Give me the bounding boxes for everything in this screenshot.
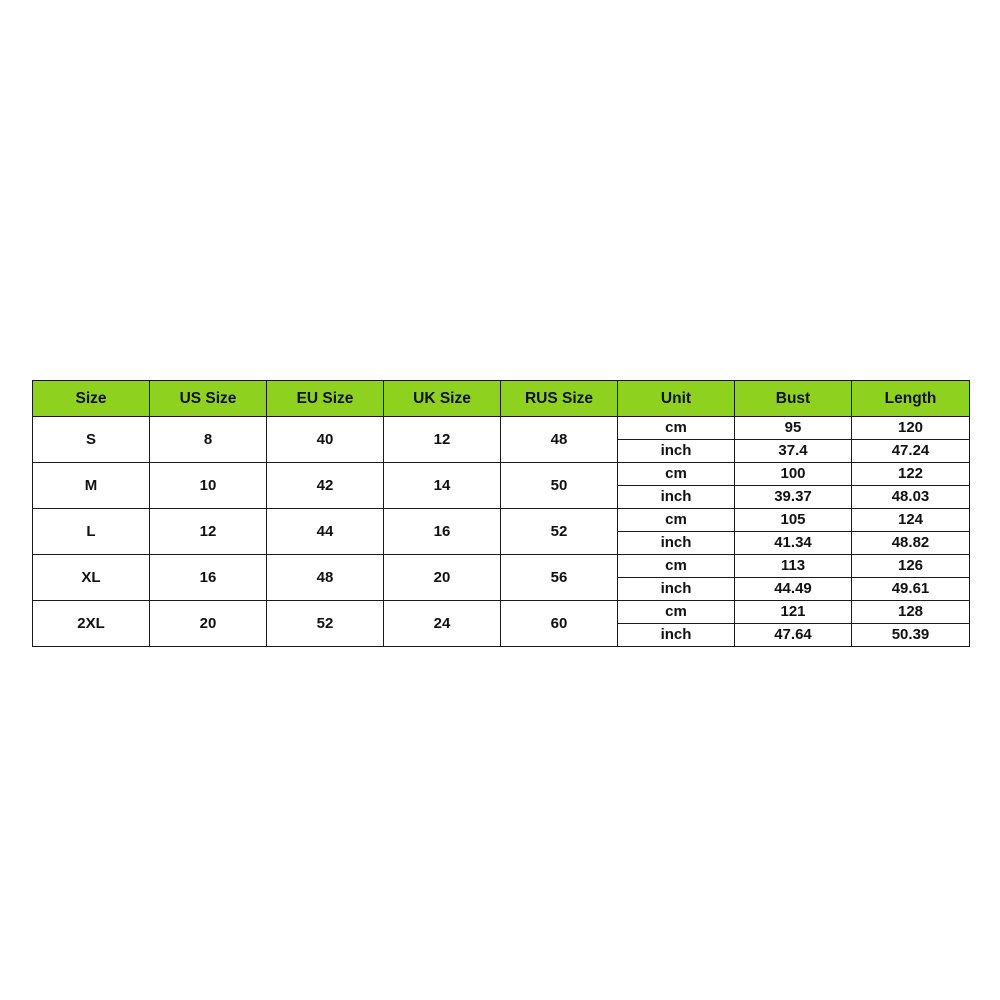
bust-cell: 95 <box>735 417 852 440</box>
uk-size-cell: 16 <box>384 509 501 555</box>
length-cell: 48.03 <box>852 486 970 509</box>
unit-cell: inch <box>618 440 735 463</box>
bust-cell: 105 <box>735 509 852 532</box>
header-unit: Unit <box>618 381 735 417</box>
table-header-row <box>33 381 970 417</box>
bust-cell: 113 <box>735 555 852 578</box>
rus-size-cell: 50 <box>501 463 618 509</box>
rus-size-cell: 52 <box>501 509 618 555</box>
unit-cell: cm <box>618 601 735 624</box>
header-us-size: US Size <box>150 381 267 417</box>
unit-cell: inch <box>618 624 735 647</box>
size-cell: S <box>33 417 150 463</box>
size-chart-table <box>32 380 970 647</box>
bust-cell: 41.34 <box>735 532 852 555</box>
table-row <box>33 463 970 486</box>
unit-cell: inch <box>618 486 735 509</box>
unit-cell: cm <box>618 417 735 440</box>
bust-cell: 47.64 <box>735 624 852 647</box>
length-cell: 124 <box>852 509 970 532</box>
uk-size-cell: 24 <box>384 601 501 647</box>
table-row <box>33 509 970 532</box>
eu-size-cell: 44 <box>267 509 384 555</box>
header-bust: Bust <box>735 381 852 417</box>
table-row <box>33 417 970 440</box>
uk-size-cell: 12 <box>384 417 501 463</box>
header-eu-size: EU Size <box>267 381 384 417</box>
us-size-cell: 20 <box>150 601 267 647</box>
rus-size-cell: 48 <box>501 417 618 463</box>
table-row <box>33 601 970 624</box>
length-cell: 47.24 <box>852 440 970 463</box>
header-length: Length <box>852 381 970 417</box>
us-size-cell: 12 <box>150 509 267 555</box>
bust-cell: 121 <box>735 601 852 624</box>
length-cell: 126 <box>852 555 970 578</box>
table-row <box>33 555 970 578</box>
size-chart <box>32 380 969 647</box>
unit-cell: cm <box>618 463 735 486</box>
header-rus-size: RUS Size <box>501 381 618 417</box>
unit-cell: cm <box>618 509 735 532</box>
uk-size-cell: 20 <box>384 555 501 601</box>
size-cell: XL <box>33 555 150 601</box>
rus-size-cell: 60 <box>501 601 618 647</box>
bust-cell: 100 <box>735 463 852 486</box>
eu-size-cell: 48 <box>267 555 384 601</box>
us-size-cell: 10 <box>150 463 267 509</box>
bust-cell: 39.37 <box>735 486 852 509</box>
bust-cell: 37.4 <box>735 440 852 463</box>
eu-size-cell: 52 <box>267 601 384 647</box>
header-size: Size <box>33 381 150 417</box>
unit-cell: inch <box>618 578 735 601</box>
length-cell: 120 <box>852 417 970 440</box>
size-cell: L <box>33 509 150 555</box>
length-cell: 128 <box>852 601 970 624</box>
length-cell: 122 <box>852 463 970 486</box>
bust-cell: 44.49 <box>735 578 852 601</box>
rus-size-cell: 56 <box>501 555 618 601</box>
length-cell: 49.61 <box>852 578 970 601</box>
length-cell: 50.39 <box>852 624 970 647</box>
us-size-cell: 16 <box>150 555 267 601</box>
eu-size-cell: 42 <box>267 463 384 509</box>
us-size-cell: 8 <box>150 417 267 463</box>
eu-size-cell: 40 <box>267 417 384 463</box>
uk-size-cell: 14 <box>384 463 501 509</box>
unit-cell: cm <box>618 555 735 578</box>
size-cell: M <box>33 463 150 509</box>
unit-cell: inch <box>618 532 735 555</box>
size-cell: 2XL <box>33 601 150 647</box>
header-uk-size: UK Size <box>384 381 501 417</box>
length-cell: 48.82 <box>852 532 970 555</box>
